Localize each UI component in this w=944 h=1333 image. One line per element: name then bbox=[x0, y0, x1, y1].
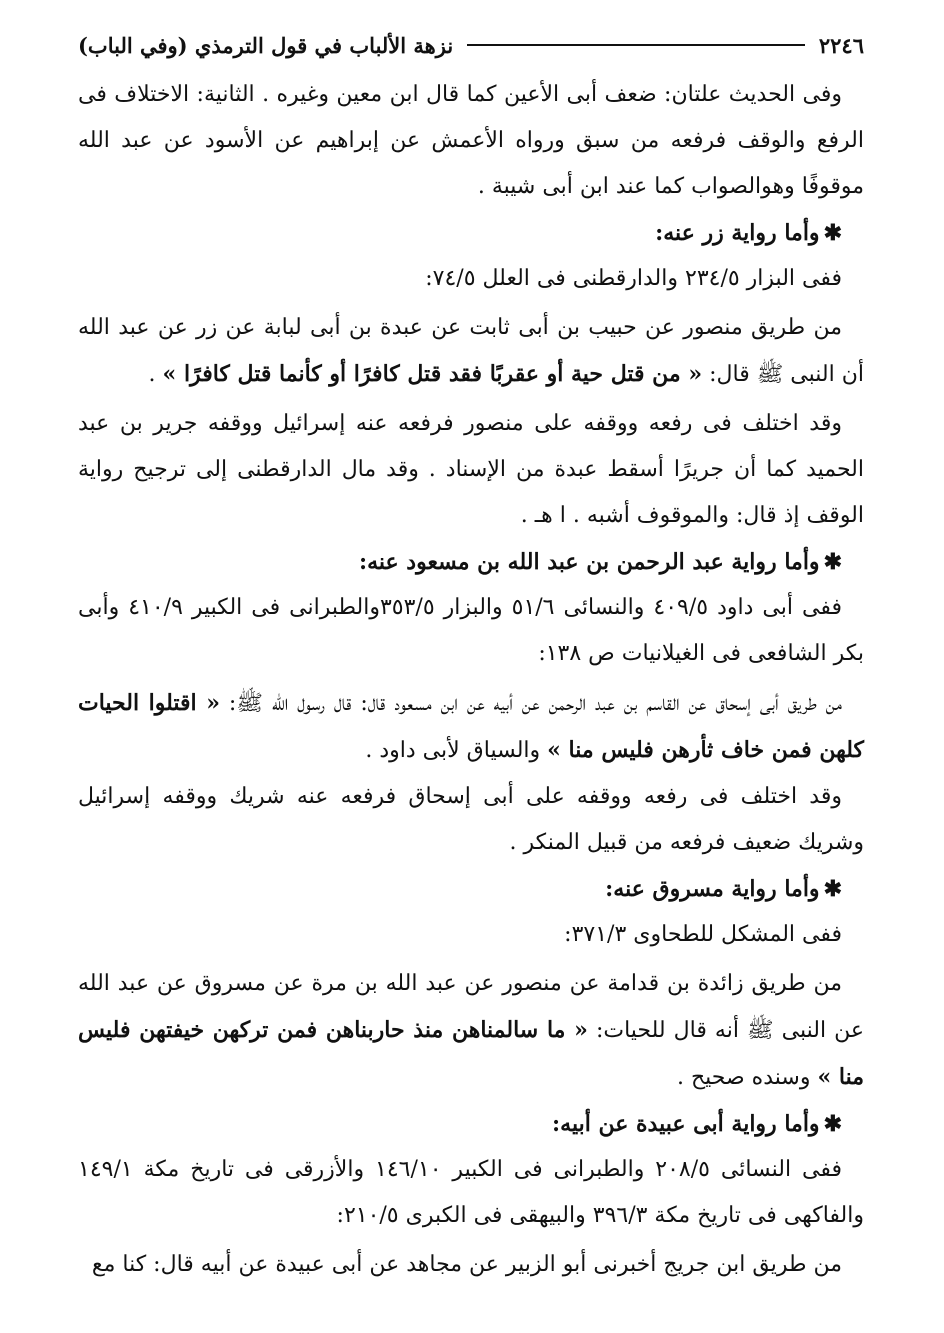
section-heading bbox=[78, 539, 864, 585]
paragraph bbox=[78, 961, 864, 1101]
paragraph: من طريق ابن جريج أخبرنى أبو الزبير عن مجاهد عن أبى عبيدة عن أبيه قال: كنا مع bbox=[91, 1252, 842, 1277]
section-heading bbox=[78, 866, 864, 912]
paragraph-text: وسنده صحيح . bbox=[676, 1065, 818, 1090]
section-heading bbox=[78, 210, 864, 256]
running-title: نزهة الألباب في قول الترمذي (وفي الباب) bbox=[78, 32, 454, 58]
paragraph: وقد اختلف فى رفعه ووقفه على أبى إسحاق فرفعه عنه شريك ووقفه إسرائيل وشريك ضعيف فرفعه من قبيل المنكر . bbox=[78, 784, 864, 855]
running-header bbox=[78, 30, 864, 60]
page-number: ٢٢٤٦ bbox=[818, 32, 864, 58]
asterisk-icon: ✱ bbox=[823, 1111, 842, 1137]
heading-text: وأما رواية عبد الرحمن بن عبد الله بن مسعود عنه: bbox=[358, 549, 820, 575]
asterisk-icon: ✱ bbox=[823, 876, 842, 902]
paragraph-text: من طريق زائدة بن قدامة عن منصور عن عبد الله بن مرة عن مسروق عن عبد الله عن النبى ﷺ أنه قال للحيات: bbox=[78, 971, 864, 1043]
heading-text: وأما رواية أبى عبيدة عن أبيه: bbox=[552, 1111, 820, 1137]
paragraph bbox=[78, 680, 864, 774]
asterisk-icon: ✱ bbox=[823, 220, 842, 246]
paragraph: وفى الحديث علتان: ضعف أبى الأعين كما قال ابن معين وغيره . الثانية: الاختلاف فى الرفع والوقف فرفعه من سبق ورواه الأعمش عن إبراهيم عن الأسود عن عبد الله موقوفًا وهوالصواب كما عند ابن أبى شيبة . bbox=[78, 82, 864, 199]
hadith-quote: « اقتلوا الحيات كلهن فمن خاف ثأرهن فليس منا » bbox=[78, 690, 864, 763]
asterisk-icon: ✱ bbox=[823, 549, 842, 575]
paragraph-text: من طريق منصور عن حبيب بن أبى ثابت عن عبدة بن أبى لبابة عن زر عن عبد الله أن النبى ﷺ قال: bbox=[78, 315, 864, 387]
paragraph: ففى البزار ٢٣٤/٥ والدارقطنى فى العلل ٧٤/٥: bbox=[425, 266, 842, 291]
paragraph: ففى المشكل للطحاوى ٣٧١/٣: bbox=[564, 922, 842, 947]
paragraph-text: والسياق لأبى داود . bbox=[365, 738, 548, 763]
section-heading bbox=[78, 1101, 864, 1147]
paragraph-text: . bbox=[148, 362, 163, 387]
heading-text: وأما رواية مسروق عنه: bbox=[605, 876, 820, 902]
header-rule bbox=[467, 44, 805, 46]
page-body bbox=[78, 72, 864, 1288]
paragraph: ففى أبى داود ٤٠٩/٥ والنسائى ٥١/٦ والبزار ٣٥٣/٥والطبرانى فى الكبير ٤١٠/٩ وأبى بكر الشافعى فى الغيلانيات ص ١٣٨: bbox=[78, 595, 864, 666]
paragraph bbox=[78, 305, 864, 398]
paragraph: ففى النسائى ٢٠٨/٥ والطبرانى فى الكبير ١٤٦/١٠ والأزرقى فى تاريخ مكة ١٤٩/١ والفاكهى فى تاريخ مكة ٣٩٦/٣ والبيهقى فى الكبرى ٢١٠/٥: bbox=[78, 1157, 864, 1228]
heading-text: وأما رواية زر عنه: bbox=[655, 220, 820, 246]
hadith-quote: « ما سالمناهن منذ حاربناهن فمن تركهن خيفتهن فليس منا » bbox=[78, 1017, 864, 1090]
paragraph: وقد اختلف فى رفعه ووقفه على منصور فرفعه عنه إسرائيل ووقفه جرير بن عبد الحميد كما أن جريرًا أسقط عبدة من الإسناد . وقد مال الدارقطنى إلى ترجيح رواية الوقف إذ قال: والموقوف أشبه . ا هـ . bbox=[78, 411, 864, 528]
paragraph-text: من طريق أبى إسحاق عن القاسم بن عبد الرحمن عن أبيه عن ابن مسعود قال: قال رسول الله ﷺ: bbox=[220, 691, 843, 716]
hadith-quote: « من قتل حية أو عقربًا فقد قتل كافرًا أو كأنما قتل كافرًا » bbox=[162, 361, 703, 387]
